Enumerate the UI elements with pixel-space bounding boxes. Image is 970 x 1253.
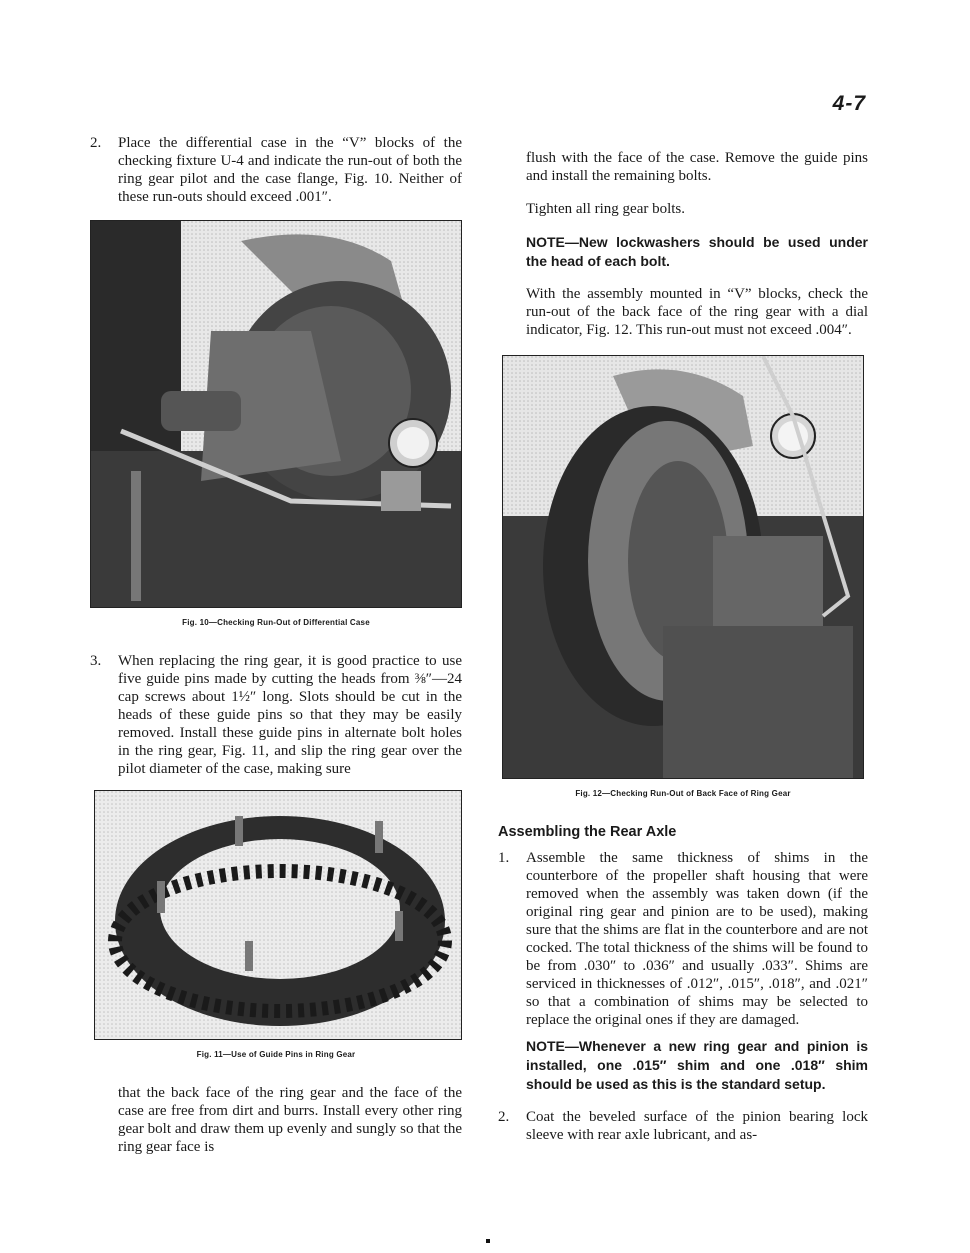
step-text: Assemble the same thickness of shims in the counterbore of the propeller shaft housing that were removed when the assembly was taken down (if the original ring gear and pinion are to be used), making sure that the shims are flat in the counterbore and are not cocked. The total thickness of the shims will be found to be from .030″ to .036″ and usually .033″. Shims are serviced in thicknesses of .012″, .015″, .018″, and .021″ so that a combination of shims may be selected to replace the original ones if they are damaged. [526,850,868,1028]
figure-11-caption: Fig. 11—Use of Guide Pins in Ring Gear [196,1050,356,1059]
step-1-assemble-shims [498,849,868,1029]
page-mark [486,1239,490,1243]
differential-case-photo [91,221,461,607]
figure-11 [90,790,462,1064]
step-3-replacing-ring-gear [90,652,462,778]
note-lockwashers: NOTE—New lockwashers should be used under the head of each bolt. [526,234,868,269]
continuation-paragraph: flush with the face of the case. Remove the guide pins and install the remaining bolts. [526,150,868,184]
right-column [498,134,868,1144]
figure-10-photo [90,220,462,608]
figure-11-photo [94,790,462,1040]
note-new-ring-gear-shims: NOTE—Whenever a new ring gear and pinion is installed, one .015″ shim and one .018″ shim should be used as this is the standard setup. [526,1038,868,1092]
section-heading-assembling-rear-axle: Assembling the Rear Axle [498,824,677,840]
step-number: 3. [90,653,102,669]
figure-10 [90,220,462,632]
figure-12-photo [502,355,864,779]
ring-gear-guide-pins-photo [95,791,461,1039]
runout-paragraph: With the assembly mounted in “V” blocks, check the run-out of the back face of the ring gear with a dial indicator, Fig. 12. This run-out must not exceed .004″. [526,286,868,338]
tighten-bolts-paragraph: Tighten all ring gear bolts. [526,201,686,217]
figure-10-caption: Fig. 10—Checking Run-Out of Differential Case [182,618,370,627]
step-2-coat-lock-sleeve [498,1108,868,1144]
step-number: 1. [498,850,510,866]
step-text: When replacing the ring gear, it is good practice to use five guide pins made by cutting the heads from ⅜″—24 cap screws about 1½″ long. Slots should be cut in the heads of these guide pins so that they may be easily removed. Install these guide pins in alternate bolt holes in the ring gear, Fig. 11, and slip the ring gear over the pilot diameter of the case, making sure [118,653,462,777]
ring-gear-dial-indicator-photo [503,356,863,778]
continuation-paragraph: that the back face of the ring gear and the face of the case are free from dirt and burrs. Install every other ring gear bolt and draw them up evenly and sungly so that the ring gear face is [118,1085,462,1155]
step-text: Place the differential case in the “V” blocks of the checking fixture U-4 and indicate the run-out of both the ring gear pilot and the case flange, Fig. 10. Neither of these run-outs should exceed .001″. [118,135,462,205]
step-2-place-case [90,134,462,206]
step-number: 2. [498,1109,510,1125]
figure-12-caption: Fig. 12—Checking Run-Out of Back Face of Ring Gear [575,789,791,798]
figure-12 [498,355,868,803]
step-text: Coat the beveled surface of the pinion bearing lock sleeve with rear axle lubricant, and as- [526,1109,868,1143]
left-column [90,134,462,1171]
step-number: 2. [90,135,102,151]
page-number: 4-7 [832,92,866,115]
